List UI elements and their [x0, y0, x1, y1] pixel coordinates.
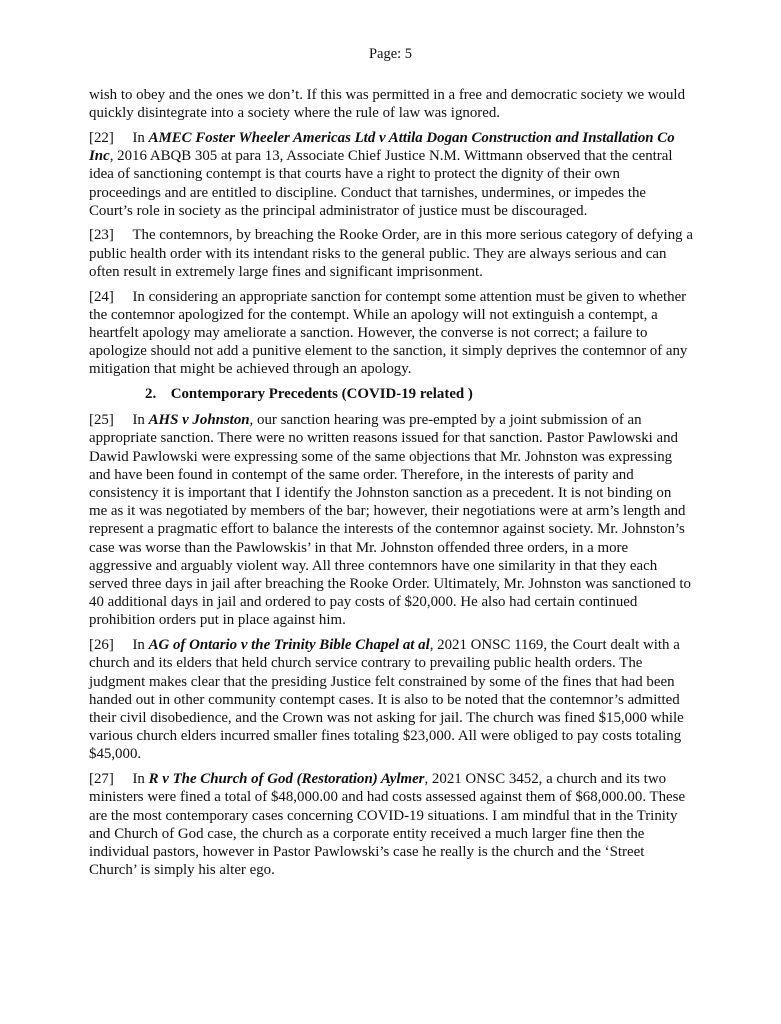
paragraph-text: The contemnors, by breaching the Rooke Order, are in this more serious category of defying a public health order with its intendant risks to the general public. They are always serious and can often result in extremely large fines and significant imprisonment. — [89, 227, 693, 280]
paragraph-number: [25] — [89, 412, 114, 429]
paragraph-text: , our sanction hearing was pre-empted by a joint submission of an appropriate sanction. There were no written reasons issued for that sanction. Pastor Pawlowski and Dawid Pawlowski were expressing some of the same objections that Mr. Johnston was expressing and have been found in contempt of the same order. Therefore, in the interests of parity and consistency it is important that I identify the Johnston sanction as a precedent. It is not binding on me as it was negotiated by members of the bar; however, their negotiations were at arm’s length and represent a pragmatic effort to balance the interests of the contemnor against society. Mr. Johnston’s case was worse than the Pawlowskis’ in that Mr. Johnston offended three orders, in a more aggressive and arguably violent way. All three contemnors have one similarity in that they each served three days in jail after breaching the Rooke Order. Ultimately, Mr. Johnston was sanctioned to 40 additional days in jail and ordered to pay costs of $20,000. He also had certain continued prohibition orders put in place against him. — [89, 412, 691, 629]
paragraph-number: [26] — [89, 637, 114, 654]
paragraph-number: [24] — [89, 288, 114, 305]
paragraph-prefix: In — [132, 129, 149, 146]
paragraph-27 — [89, 770, 693, 879]
paragraph-prefix: In — [132, 412, 149, 429]
paragraph-prefix: In — [132, 637, 149, 654]
case-citation: AG of Ontario v the Trinity Bible Chapel at al — [148, 637, 430, 654]
paragraph-continued — [89, 86, 693, 122]
paragraph-number: [23] — [89, 227, 114, 244]
section-heading — [89, 385, 693, 403]
case-citation: AHS v Johnston — [148, 412, 250, 429]
section-heading-number: 2. — [145, 386, 157, 403]
paragraph-number: [22] — [89, 129, 114, 146]
paragraph-number: [27] — [89, 771, 114, 788]
section-heading-text: Contemporary Precedents (COVID-19 related ) — [170, 386, 473, 403]
paragraph-text: , 2016 ABQB 305 at para 13, Associate Chief Justice N.M. Wittmann observed that the central idea of sanctioning contempt is that courts have a right to protect the dignity of their own proceedings and are entitled to discipline. Conduct that tarnishes, undermines, or impedes the Court’s role in society as the principal administrator of justice must be discouraged. — [89, 148, 673, 219]
paragraph-24 — [89, 288, 693, 379]
paragraph-text: , 2021 ONSC 3452, a church and its two ministers were fined a total of $48,000.00 and had costs assessed against them of $68,000.00. These are the most contemporary cases concerning COVID-19 situations. I am mindful that in the Trinity and Church of God case, the church as a corporate entity received a much larger fine then the individual pastors, however in Pastor Pawlowski’s case he really is the church and the ‘Street Church’ is simply his alter ego. — [89, 771, 686, 879]
paragraph-prefix: In — [132, 771, 149, 788]
case-citation: AMEC Foster Wheeler Americas Ltd v Attila Dogan Construction and Installation Co Inc — [89, 129, 675, 165]
page-number: Page: 5 — [368, 46, 413, 62]
paragraph-25 — [89, 411, 693, 629]
paragraph-text: In considering an appropriate sanction for contempt some attention must be given to whether the contemnor apologized for the contempt. While an apology will not extinguish a contempt, a heartfelt apology may ameliorate a sanction. However, the converse is not correct; a failure to apologize should not add a punitive element to the sanction, it simply deprives the contemnor of any mitigation that might be achieved through an apology. — [89, 288, 688, 378]
paragraph-26 — [89, 636, 693, 763]
case-citation: R v The Church of God (Restoration) Aylmer — [148, 771, 425, 788]
paragraph-23 — [89, 226, 693, 281]
paragraph-22 — [89, 129, 693, 220]
paragraph-text: , 2021 ONSC 1169, the Court dealt with a church and its elders that held church service contrary to prevailing public health orders. The judgment makes clear that the presiding Justice felt constrained by some of the fines that had been handed out in other community contempt cases. It is also to be noted that the contemnor’s admitted their civil disobedience, and the Crown was not asking for jail. The church was fined $15,000 while various church elders incurred smaller fines totaling $23,000. All were obliged to pay costs totaling $45,000. — [89, 637, 684, 763]
document-body — [89, 86, 693, 886]
paragraph-text: wish to obey and the ones we don’t. If this was permitted in a free and democratic society we would quickly disintegrate into a society where the rule of law was ignored. — [89, 87, 686, 122]
